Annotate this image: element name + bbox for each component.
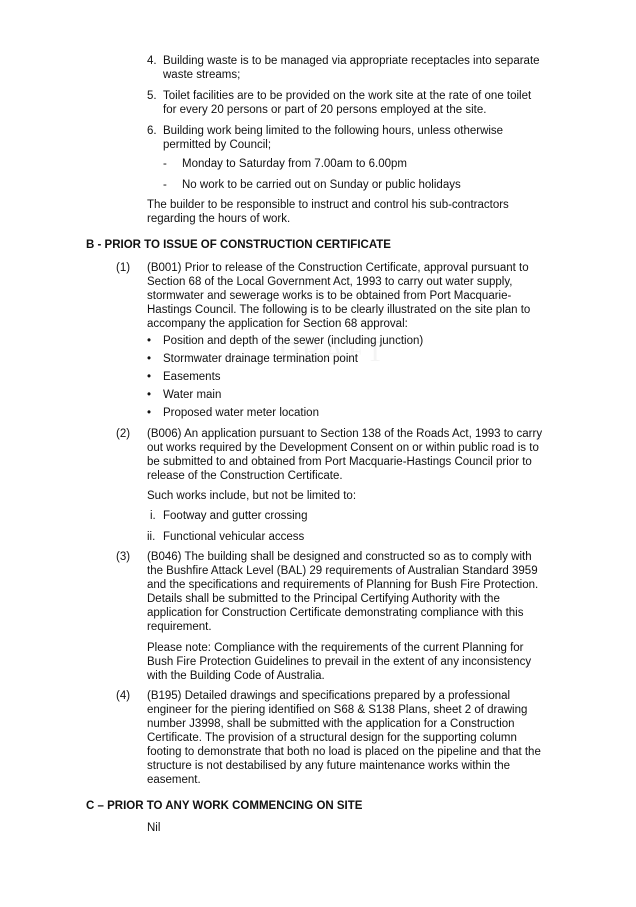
condition-2-number: (2) xyxy=(116,428,131,440)
bullet-icon: • xyxy=(147,335,152,347)
condition-3-line-2: the Bushfire Attack Level (BAL) 29 requirements of Australian Standard 3959 xyxy=(147,565,538,577)
hours-item-sunday: No work to be carried out on Sunday or public holidays xyxy=(182,179,461,191)
hours-dash-2: - xyxy=(163,179,167,191)
site-plan-item-water-meter: Proposed water meter location xyxy=(163,407,319,419)
bullet-icon: • xyxy=(147,371,152,383)
bullet-icon: • xyxy=(147,389,152,401)
condition-4-line-6: structure is not destabilised by any future maintenance works within the xyxy=(147,760,511,772)
condition-1-line-3: stormwater and sewerage works is to be obtained from Port Macquarie- xyxy=(147,290,512,302)
list-number-4: 4. xyxy=(147,55,157,67)
condition-3-number: (3) xyxy=(116,551,131,563)
condition-3-note-line-3: with the Building Code of Australia. xyxy=(147,670,325,682)
condition-4-line-1: (B195) Detailed drawings and specifications prepared by a professional xyxy=(147,690,511,702)
section-c-heading: C – PRIOR TO ANY WORK COMMENCING ON SITE xyxy=(86,800,363,812)
condition-2-line-4: release of the Construction Certificate. xyxy=(147,470,343,482)
works-item-vehicular-access: Functional vehicular access xyxy=(163,531,305,543)
works-item-number-ii: ii. xyxy=(147,531,156,543)
builder-note-line-2: regarding the hours of work. xyxy=(147,213,291,225)
section-b-heading: B - PRIOR TO ISSUE OF CONSTRUCTION CERTIFICATE xyxy=(86,239,391,251)
condition-3-line-1: (B046) The building shall be designed and constructed so as to comply with xyxy=(147,551,532,563)
condition-4-number: (4) xyxy=(116,690,131,702)
condition-2-line-3: be submitted to and obtained from Port Macquarie-Hastings Council prior to xyxy=(147,456,532,468)
list-item-5-line-1: Toilet facilities are to be provided on the work site at the rate of one toilet xyxy=(163,90,532,102)
condition-1-line-4: Hastings Council. The following is to be clearly illustrated on the site plan to xyxy=(147,304,531,316)
bullet-icon: • xyxy=(147,353,152,365)
bullet-icon: • xyxy=(147,407,152,419)
site-plan-item-sewer: Position and depth of the sewer (including junction) xyxy=(163,335,424,347)
condition-4-line-3: number J3998, shall be submitted with the application for a Construction xyxy=(147,718,515,730)
list-item-6-line-1: Building work being limited to the following hours, unless otherwise xyxy=(163,125,504,137)
condition-4-line-7: easement. xyxy=(147,774,201,786)
condition-3-note-line-1: Please note: Compliance with the requirements of the current Planning for xyxy=(147,642,524,654)
condition-4-line-5: footing to demonstrate that both no load is placed on the pipeline and that the xyxy=(147,746,541,758)
condition-2-intro: Such works include, but not be limited to: xyxy=(147,490,357,502)
condition-3-line-5: application for Construction Certificate demonstrating compliance with this xyxy=(147,607,524,619)
site-plan-item-easements: Easements xyxy=(163,371,221,383)
site-plan-item-stormwater: Stormwater drainage termination point xyxy=(163,353,358,365)
condition-3-line-6: requirement. xyxy=(147,621,212,633)
condition-1-number: (1) xyxy=(116,262,131,274)
section-c-body: Nil xyxy=(147,822,161,834)
list-item-4-line-1: Building waste is to be managed via appropriate receptacles into separate xyxy=(163,55,540,67)
condition-1-line-2: Section 68 of the Local Government Act, 1993 to carry out water supply, xyxy=(147,276,513,288)
list-item-4-line-2: waste streams; xyxy=(163,69,241,81)
works-item-number-i: i. xyxy=(150,510,156,522)
list-item-5-line-2: for every 20 persons or part of 20 persons employed at the site. xyxy=(163,104,487,116)
condition-3-note-line-2: Bush Fire Protection Guidelines to prevail in the extent of any inconsistency xyxy=(147,656,532,668)
condition-2-line-2: out works required by the Development Consent on or within public road is to xyxy=(147,442,539,454)
condition-2-line-1: (B006) An application pursuant to Section 138 of the Roads Act, 1993 to carry xyxy=(147,428,543,440)
builder-note-line-1: The builder to be responsible to instruct and control his sub-contractors xyxy=(147,199,509,211)
list-number-6: 6. xyxy=(147,125,157,137)
condition-3-line-4: Details shall be submitted to the Principal Certifying Authority with the xyxy=(147,593,500,605)
hours-item-weekday: Monday to Saturday from 7.00am to 6.00pm xyxy=(182,158,408,170)
condition-4-line-2: engineer for the piering identified on S68 & S138 Plans, sheet 2 of drawing xyxy=(147,704,528,716)
condition-1-line-1: (B001) Prior to release of the Construction Certificate, approval pursuant to xyxy=(147,262,529,274)
list-number-5: 5. xyxy=(147,90,157,102)
list-item-6-line-2: permitted by Council; xyxy=(163,139,272,151)
works-item-footway: Footway and gutter crossing xyxy=(163,510,308,522)
condition-1-line-5: accompany the application for Section 68 approval: xyxy=(147,318,408,330)
site-plan-item-water-main: Water main xyxy=(163,389,222,401)
condition-3-line-3: and the specifications and requirements of Planning for Bush Fire Protection. xyxy=(147,579,539,591)
hours-dash-1: - xyxy=(163,158,167,170)
condition-4-line-4: Certificate. The provision of a structural design for the supporting column xyxy=(147,732,517,744)
